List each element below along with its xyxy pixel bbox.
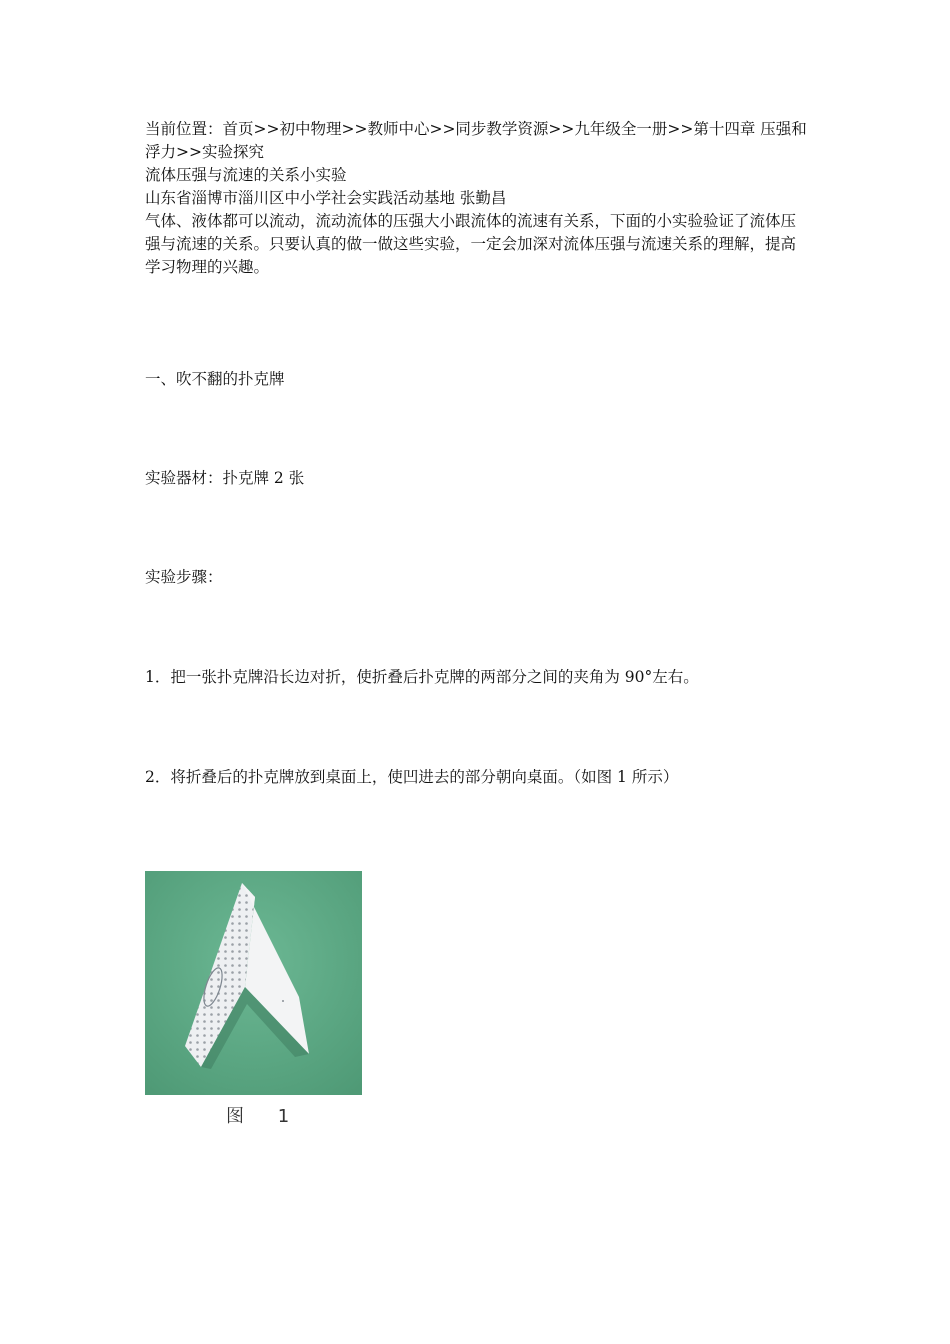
figure-caption: 图 1	[226, 1106, 304, 1127]
section-heading: 一、吹不翻的扑克牌	[145, 370, 285, 388]
folded-card-photo	[145, 871, 362, 1095]
card-mark	[282, 1000, 284, 1002]
breadcrumb: 当前位置：首页>>初中物理>>教师中心>>同步教学资源>>九年级全一册>>第十四章 压强和浮力>>实验探究	[145, 120, 807, 161]
author-line: 山东省淄博市淄川区中小学社会实践活动基地 张勤昌	[145, 189, 507, 207]
step-1: 1．把一张扑克牌沿长边对折，使折叠后扑克牌的两部分之间的夹角为 90°左右。	[145, 668, 699, 686]
article-title: 流体压强与流速的关系小实验	[145, 166, 347, 184]
materials-line: 实验器材：扑克牌 2 张	[145, 469, 305, 487]
intro-paragraph: 气体、液体都可以流动，流动流体的压强大小跟流体的流速有关系，下面的小实验验证了流体压强与流速的关系。只要认真的做一做这些实验，一定会加深对流体压强与流速关系的理解，提高学习物理的兴趣。	[145, 212, 797, 276]
steps-heading: 实验步骤：	[145, 568, 223, 586]
step-2: 2．将折叠后的扑克牌放到桌面上，使凹进去的部分朝向桌面。（如图 1 所示）	[145, 768, 679, 786]
